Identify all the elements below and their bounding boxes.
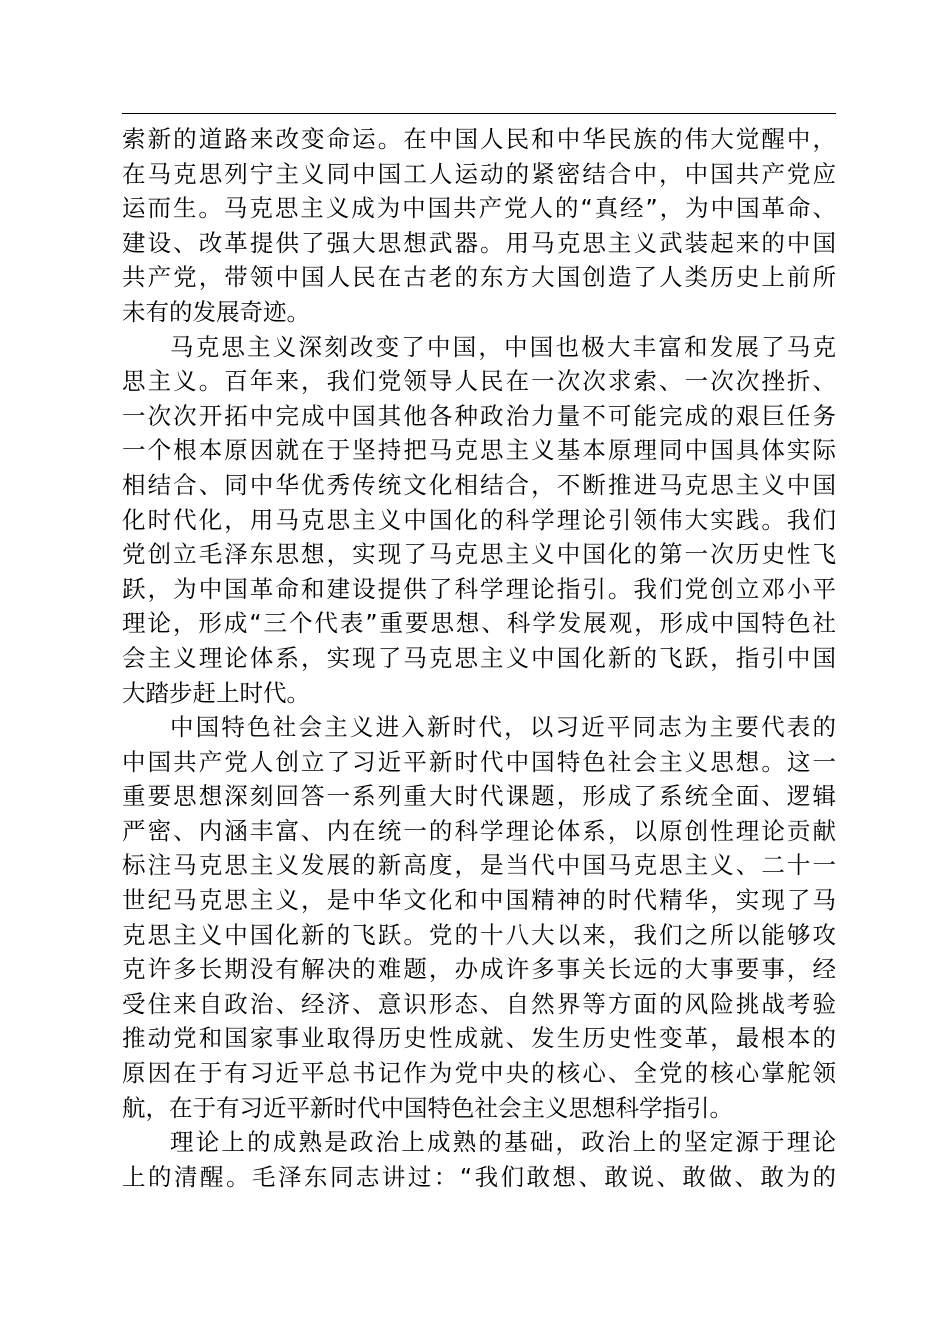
text-line: 未有的发展奇迹。 [122,297,310,326]
text-line: 受住来自政治、经济、意识形态、自然界等方面的风险挑战考验 [122,989,836,1018]
header-rule [122,113,836,114]
text-line: 航，在于有习近平新时代中国特色社会主义思想科学指引。 [122,1093,733,1122]
text-line: 重要思想深刻回答一系列重大时代课题，形成了系统全面、逻辑 [122,782,836,811]
text-line: 党创立毛泽东思想，实现了马克思主义中国化的第一次历史性飞 [122,540,836,569]
text-line: 共产党，带领中国人民在古老的东方大国创造了人类历史上前所 [122,263,836,292]
text-line: 索新的道路来改变命运。在中国人民和中华民族的伟大觉醒中， [122,125,836,153]
text-line: 化时代化，用马克思主义中国化的科学理论引领伟大实践。我们 [122,505,836,534]
text-line: 在马克思列宁主义同中国工人运动的紧密结合中，中国共产党应 [122,159,836,188]
text-line: 标注马克思主义发展的新高度，是当代中国马克思主义、二十一 [122,851,836,880]
text-line: 相结合、同中华优秀传统文化相结合，不断推进马克思主义中国 [122,470,836,499]
text-line: 推动党和国家事业取得历史性成就、发生历史性变革，最根本的 [122,1024,836,1053]
text-line: 中国共产党人创立了习近平新时代中国特色社会主义思想。这一 [122,747,836,776]
text-line: 大踏步赶上时代。 [122,678,310,707]
text-line: 严密、内涵丰富、内在统一的科学理论体系，以原创性理论贡献 [122,816,836,845]
text-line: 一次次开拓中完成中国其他各种政治力量不可能完成的艰巨任务 [122,401,836,430]
text-line: 一个根本原因就在于坚持把马克思主义基本原理同中国具体实际 [122,436,836,465]
paragraph-first-line: 中国特色社会主义进入新时代，以习近平同志为主要代表的 [170,713,836,742]
text-line: 会主义理论体系，实现了马克思主义中国化新的飞跃，指引中国 [122,643,836,672]
text-line: 运而生。马克思主义成为中国共产党人的“真经”，为中国革命、 [122,194,836,223]
text-line: 思主义。百年来，我们党领导人民在一次次求索、一次次挫折、 [122,367,836,396]
text-line: 世纪马克思主义，是中华文化和中国精神的时代精华，实现了马 [122,886,836,915]
text-line: 建设、改革提供了强大思想武器。用马克思主义武装起来的中国 [122,228,836,257]
text-line: 克许多长期没有解决的难题，办成许多事关长远的大事要事，经 [122,955,836,984]
paragraph-first-line: 马克思主义深刻改变了中国，中国也极大丰富和发展了马克 [170,332,836,361]
text-line: 理论，形成“三个代表”重要思想、科学发展观，形成中国特色社 [122,609,836,638]
document-body [122,122,836,1194]
text-line: 克思主义中国化新的飞跃。党的十八大以来，我们之所以能够攻 [122,920,836,949]
text-line: 跃，为中国革命和建设提供了科学理论指引。我们党创立邓小平 [122,574,836,603]
text-line: 原因在于有习近平总书记作为党中央的核心、全党的核心掌舵领 [122,1059,836,1088]
paragraph-first-line: 理论上的成熟是政治上成熟的基础，政治上的坚定源于理论 [170,1128,836,1157]
text-line: 上的清醒。毛泽东同志讲过：“我们敢想、敢说、敢做、敢为的 [122,1162,836,1191]
